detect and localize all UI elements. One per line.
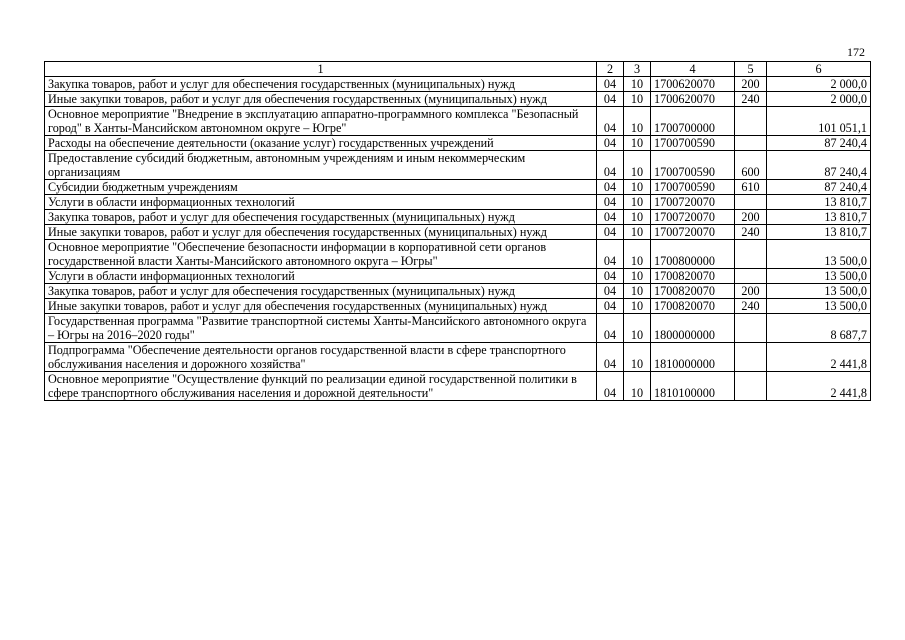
row-code-4: 1700720070 bbox=[651, 195, 735, 210]
row-amount: 13 500,0 bbox=[767, 240, 871, 269]
row-name: Услуги в области информационных технологий bbox=[45, 195, 597, 210]
column-header-2: 2 bbox=[597, 62, 624, 77]
row-code-3: 10 bbox=[624, 92, 651, 107]
table-row bbox=[45, 107, 871, 136]
table-header-row bbox=[45, 62, 871, 77]
row-code-3: 10 bbox=[624, 195, 651, 210]
row-code-3: 10 bbox=[624, 210, 651, 225]
row-code-2: 04 bbox=[597, 151, 624, 180]
row-code-4: 1700800000 bbox=[651, 240, 735, 269]
row-code-5 bbox=[735, 314, 767, 343]
table-row bbox=[45, 269, 871, 284]
table-body bbox=[45, 77, 871, 401]
row-name: Иные закупки товаров, работ и услуг для обеспечения государственных (муниципальных) нужд bbox=[45, 299, 597, 314]
row-code-5: 600 bbox=[735, 151, 767, 180]
budget-table bbox=[44, 61, 871, 401]
row-code-2: 04 bbox=[597, 180, 624, 195]
table-row bbox=[45, 314, 871, 343]
row-amount: 87 240,4 bbox=[767, 151, 871, 180]
table-row bbox=[45, 343, 871, 372]
row-amount: 2 441,8 bbox=[767, 343, 871, 372]
row-name: Основное мероприятие "Обеспечение безопасности информации в корпоративной сети органов государственной власти Ханты-Мансийского автономного округа – Югры" bbox=[45, 240, 597, 269]
row-code-4: 1700820070 bbox=[651, 269, 735, 284]
row-code-5 bbox=[735, 372, 767, 401]
row-name: Подпрограмма "Обеспечение деятельности органов государственной власти в сфере транспортного обслуживания населения и дорожного хозяйства" bbox=[45, 343, 597, 372]
row-code-2: 04 bbox=[597, 136, 624, 151]
row-code-2: 04 bbox=[597, 225, 624, 240]
row-code-4: 1810100000 bbox=[651, 372, 735, 401]
table-row bbox=[45, 372, 871, 401]
row-code-5: 200 bbox=[735, 210, 767, 225]
row-code-5: 240 bbox=[735, 299, 767, 314]
row-code-5 bbox=[735, 136, 767, 151]
row-code-3: 10 bbox=[624, 136, 651, 151]
table-row bbox=[45, 77, 871, 92]
row-code-4: 1700720070 bbox=[651, 225, 735, 240]
row-amount: 13 810,7 bbox=[767, 210, 871, 225]
row-code-3: 10 bbox=[624, 180, 651, 195]
table-row bbox=[45, 284, 871, 299]
row-code-3: 10 bbox=[624, 225, 651, 240]
row-code-3: 10 bbox=[624, 314, 651, 343]
table-row bbox=[45, 240, 871, 269]
row-code-5 bbox=[735, 195, 767, 210]
row-code-5 bbox=[735, 240, 767, 269]
row-code-4: 1700620070 bbox=[651, 92, 735, 107]
row-name: Основное мероприятие "Внедрение в эксплуатацию аппаратно-программного комплекса "Безопасный город" в Ханты-Мансийском автономном округе – Югре" bbox=[45, 107, 597, 136]
row-code-4: 1700700590 bbox=[651, 180, 735, 195]
table-row bbox=[45, 195, 871, 210]
row-code-5: 240 bbox=[735, 92, 767, 107]
row-code-3: 10 bbox=[624, 77, 651, 92]
row-name: Иные закупки товаров, работ и услуг для обеспечения государственных (муниципальных) нужд bbox=[45, 225, 597, 240]
row-code-2: 04 bbox=[597, 240, 624, 269]
row-code-3: 10 bbox=[624, 240, 651, 269]
row-code-2: 04 bbox=[597, 299, 624, 314]
row-amount: 2 441,8 bbox=[767, 372, 871, 401]
row-code-2: 04 bbox=[597, 343, 624, 372]
page-number: 172 bbox=[847, 45, 865, 59]
row-code-4: 1700820070 bbox=[651, 284, 735, 299]
row-code-5: 200 bbox=[735, 77, 767, 92]
row-code-3: 10 bbox=[624, 269, 651, 284]
row-amount: 87 240,4 bbox=[767, 180, 871, 195]
row-name: Субсидии бюджетным учреждениям bbox=[45, 180, 597, 195]
row-code-2: 04 bbox=[597, 372, 624, 401]
column-header-1: 1 bbox=[45, 62, 597, 77]
column-header-5: 5 bbox=[735, 62, 767, 77]
column-header-3: 3 bbox=[624, 62, 651, 77]
row-code-5: 240 bbox=[735, 225, 767, 240]
table-row bbox=[45, 225, 871, 240]
row-amount: 101 051,1 bbox=[767, 107, 871, 136]
row-amount: 87 240,4 bbox=[767, 136, 871, 151]
row-amount: 2 000,0 bbox=[767, 92, 871, 107]
row-code-4: 1700820070 bbox=[651, 299, 735, 314]
row-amount: 13 500,0 bbox=[767, 269, 871, 284]
table-row bbox=[45, 92, 871, 107]
table-row bbox=[45, 299, 871, 314]
row-code-4: 1700620070 bbox=[651, 77, 735, 92]
column-header-6: 6 bbox=[767, 62, 871, 77]
row-amount: 13 500,0 bbox=[767, 299, 871, 314]
row-amount: 2 000,0 bbox=[767, 77, 871, 92]
row-code-2: 04 bbox=[597, 314, 624, 343]
table-row bbox=[45, 136, 871, 151]
row-code-4: 1700700590 bbox=[651, 136, 735, 151]
row-code-3: 10 bbox=[624, 107, 651, 136]
row-code-5: 200 bbox=[735, 284, 767, 299]
row-amount: 13 810,7 bbox=[767, 195, 871, 210]
table-row bbox=[45, 180, 871, 195]
row-code-3: 10 bbox=[624, 151, 651, 180]
row-code-2: 04 bbox=[597, 210, 624, 225]
row-code-5 bbox=[735, 107, 767, 136]
row-code-2: 04 bbox=[597, 195, 624, 210]
row-name: Закупка товаров, работ и услуг для обеспечения государственных (муниципальных) нужд bbox=[45, 284, 597, 299]
row-name: Государственная программа "Развитие транспортной системы Ханты-Мансийского автономного округа – Югры на 2016–2020 годы" bbox=[45, 314, 597, 343]
row-code-4: 1800000000 bbox=[651, 314, 735, 343]
row-code-2: 04 bbox=[597, 269, 624, 284]
row-name: Закупка товаров, работ и услуг для обеспечения государственных (муниципальных) нужд bbox=[45, 210, 597, 225]
row-code-5 bbox=[735, 343, 767, 372]
table-row bbox=[45, 210, 871, 225]
row-code-4: 1700720070 bbox=[651, 210, 735, 225]
row-code-4: 1700700000 bbox=[651, 107, 735, 136]
row-code-3: 10 bbox=[624, 284, 651, 299]
row-name: Предоставление субсидий бюджетным, автономным учреждениям и иным некоммерческим организациям bbox=[45, 151, 597, 180]
row-amount: 8 687,7 bbox=[767, 314, 871, 343]
row-code-3: 10 bbox=[624, 372, 651, 401]
row-code-2: 04 bbox=[597, 77, 624, 92]
row-code-5: 610 bbox=[735, 180, 767, 195]
row-amount: 13 500,0 bbox=[767, 284, 871, 299]
row-name: Услуги в области информационных технологий bbox=[45, 269, 597, 284]
row-name: Расходы на обеспечение деятельности (оказание услуг) государственных учреждений bbox=[45, 136, 597, 151]
row-code-4: 1810000000 bbox=[651, 343, 735, 372]
table-row bbox=[45, 151, 871, 180]
row-code-2: 04 bbox=[597, 92, 624, 107]
row-code-2: 04 bbox=[597, 107, 624, 136]
row-name: Закупка товаров, работ и услуг для обеспечения государственных (муниципальных) нужд bbox=[45, 77, 597, 92]
row-name: Основное мероприятие "Осуществление функций по реализации единой государственной политики в сфере транспортного обслуживания населения и дорожной деятельности" bbox=[45, 372, 597, 401]
row-code-3: 10 bbox=[624, 343, 651, 372]
row-amount: 13 810,7 bbox=[767, 225, 871, 240]
row-name: Иные закупки товаров, работ и услуг для обеспечения государственных (муниципальных) нужд bbox=[45, 92, 597, 107]
row-code-4: 1700700590 bbox=[651, 151, 735, 180]
row-code-3: 10 bbox=[624, 299, 651, 314]
row-code-5 bbox=[735, 269, 767, 284]
row-code-2: 04 bbox=[597, 284, 624, 299]
column-header-4: 4 bbox=[651, 62, 735, 77]
